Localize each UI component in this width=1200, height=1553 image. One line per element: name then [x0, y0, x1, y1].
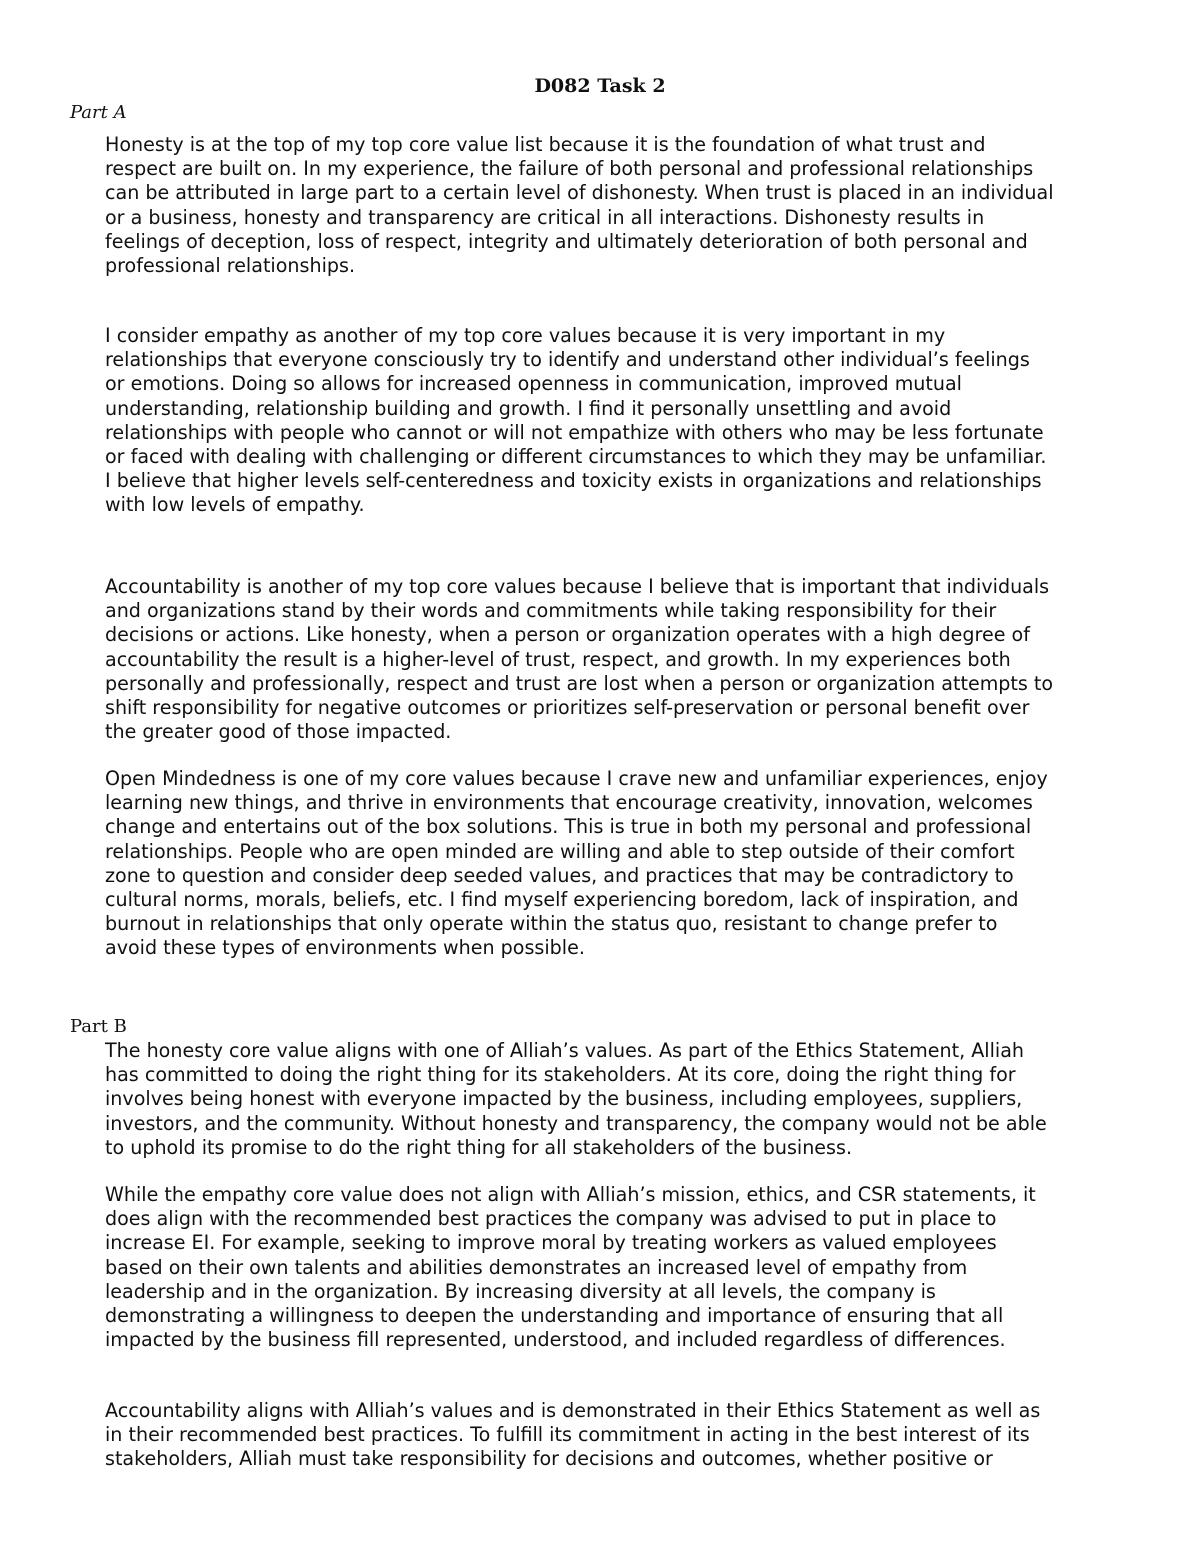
paragraph-accountability-alignment: Accountability aligns with Alliah’s values and is demonstrated in their Ethics Statement as well as in their recommended best practices. To fulfill its commitment in acting in the best interest of its stakeholders, Alliah must take responsibility for decisions and outcomes, whether positive or	[105, 1399, 1041, 1471]
document-title: D082 Task 2	[534, 75, 666, 97]
part-b-label: Part B	[70, 1016, 127, 1037]
paragraph-empathy: I consider empathy as another of my top core values because it is very important in my relationships that everyone consciously try to identify and understand other individual’s feelings or emotions. Doing so allows for increased openness in communication, improved mutual understanding, relationship building and growth. I find it personally unsettling and avoid relationships with people who cannot or will not empathize with others who may be less fortunate or faced with dealing with challenging or different circumstances to which they may be unfamiliar. I believe that higher levels self-centeredness and toxicity exists in organizations and relationships with low levels of empathy.	[105, 324, 1047, 517]
paragraph-honesty: Honesty is at the top of my top core value list because it is the foundation of what trust and respect are built on. In my experience, the failure of both personal and professional relationships can be attributed in large part to a certain level of dishonesty. When trust is placed in an individual or a business, honesty and transparency are critical in all interactions. Dishonesty results in feelings of deception, loss of respect, integrity and ultimately deterioration of both personal and professional relationships.	[105, 133, 1054, 278]
paragraph-accountability: Accountability is another of my top core values because I believe that is important that individuals and organizations stand by their words and commitments while taking responsibility for their decisions or actions. Like honesty, when a person or organization operates with a high degree of accountability the result is a higher-level of trust, respect, and growth. In my experiences both personally and professionally, respect and trust are lost when a person or organization attempts to shift responsibility for negative outcomes or prioritizes self-preservation or personal benefit over the greater good of those impacted.	[105, 575, 1054, 744]
part-a-label: Part A	[70, 102, 127, 123]
paragraph-open-mindedness: Open Mindedness is one of my core values because I crave new and unfamiliar experiences, enjoy learning new things, and thrive in environments that encourage creativity, innovation, welcomes change and entertains out of the box solutions. This is true in both my personal and professional relationships. People who are open minded are willing and able to step outside of their comfort zone to question and consider deep seeded values, and practices that may be contradictory to cultural norms, morals, beliefs, etc. I find myself experiencing boredom, lack of inspiration, and burnout in relationships that only operate within the status quo, resistant to change prefer to avoid these types of environments when possible.	[105, 767, 1048, 960]
paragraph-honesty-alignment: The honesty core value aligns with one of Alliah’s values. As part of the Ethics Statement, Alliah has committed to doing the right thing for its stakeholders. At its core, doing the right thing for involves being honest with everyone impacted by the business, including employees, suppliers, investors, and the community. Without honesty and transparency, the company would not be able to uphold its promise to do the right thing for all stakeholders of the business.	[105, 1039, 1047, 1159]
paragraph-empathy-alignment: While the empathy core value does not align with Alliah’s mission, ethics, and CSR statements, it does align with the recommended best practices the company was advised to put in place to increase EI. For example, seeking to improve moral by treating workers as valued employees based on their own talents and abilities demonstrates an increased level of empathy from leadership and in the organization. By increasing diversity at all levels, the company is demonstrating a willingness to deepen the understanding and importance of ensuring that all impacted by the business fill represented, understood, and included regardless of differences.	[105, 1183, 1036, 1352]
